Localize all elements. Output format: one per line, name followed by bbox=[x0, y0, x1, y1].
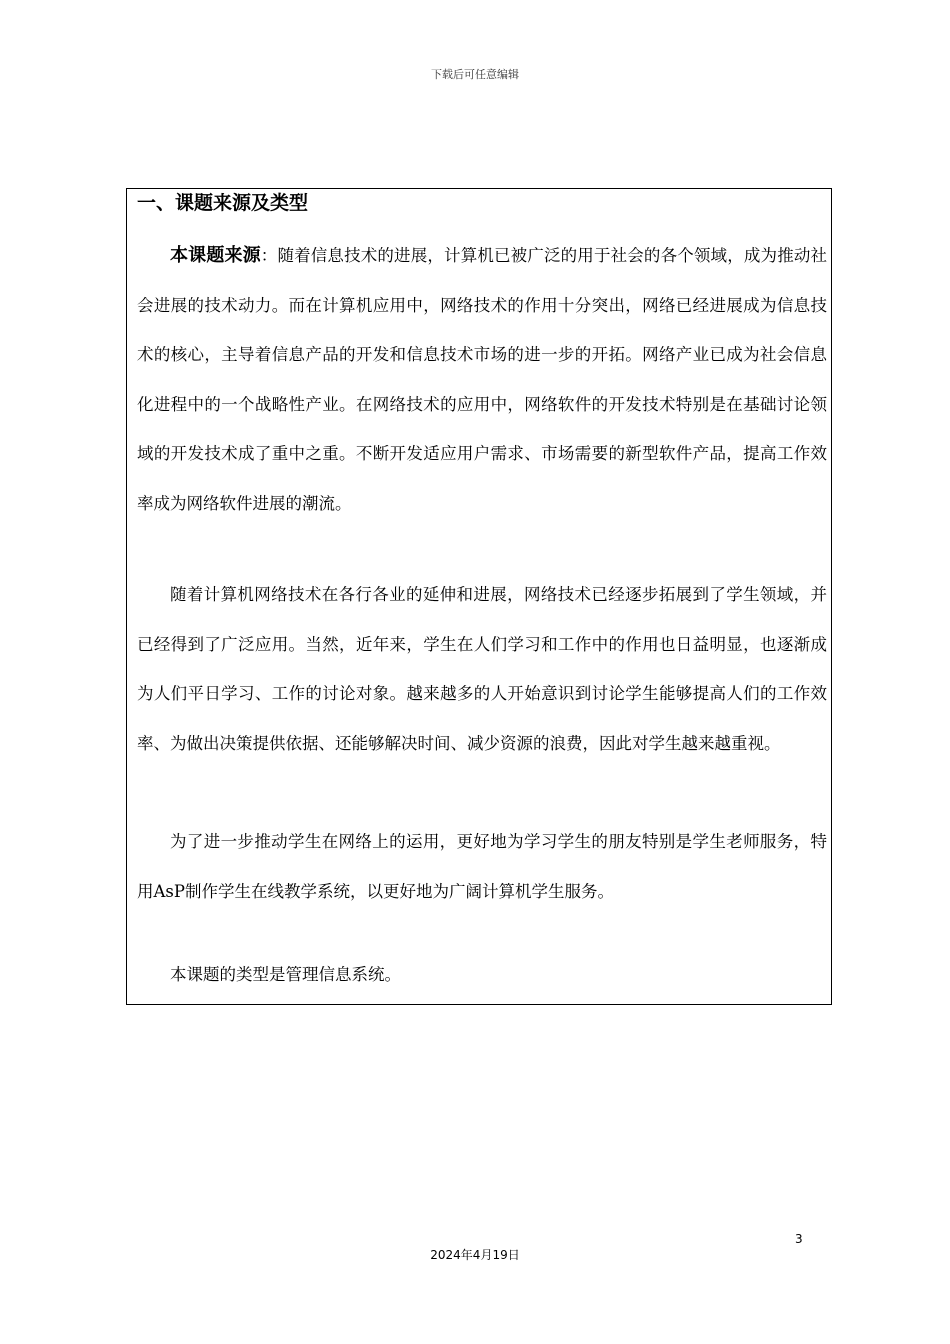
page-number: 3 bbox=[795, 1232, 803, 1246]
paragraph-purpose: 为了进一步推动学生在网络上的运用，更好地为学习学生的朋友特别是学生老师服务，特用AsP制作学生在线教学系统，以更好地为广阔计算机学生服务。 bbox=[137, 832, 827, 901]
footer-date: 2024年4月19日 bbox=[430, 1248, 520, 1262]
paragraph-source-text: ：随着信息技术的进展，计算机已被广泛的用于社会的各个领域，成为推动社会进展的技术动力。而在计算机应用中，网络技术的作用十分突出，网络已经进展成为信息技术的核心，主导着信息产品的开发和信息技术市场的进一步的开拓。网络产业已成为社会信息化进程中的一个战略性产业。在网络技术的应用中，网络软件的开发技术特别是在基础讨论领域的开发技术成了重中之重。不断开发适应用户需求、市场需要的新型软件产品，提高工作效率成为网络软件进展的潮流。 bbox=[137, 246, 828, 513]
paragraph-source-lead: 本课题来源 bbox=[170, 245, 261, 266]
paragraph-development: 随着计算机网络技术在各行各业的延伸和进展，网络技术已经逐步拓展到了学生领域，并已经得到了广泛应用。当然，近年来，学生在人们学习和工作中的作用也日益明显，也逐渐成为人们平日学习、工作的讨论对象。越来越多的人开始意识到讨论学生能够提高人们的工作效率、为做出决策提供依据、还能够解决时间、减少资源的浪费，因此对学生越来越重视。 bbox=[137, 585, 827, 753]
section-title: 一、课题来源及类型 bbox=[137, 192, 309, 214]
paragraph-type: 本课题的类型是管理信息系统。 bbox=[170, 965, 401, 984]
content-box bbox=[126, 188, 832, 1005]
paragraph-source bbox=[137, 231, 827, 528]
header-note: 下载后可任意编辑 bbox=[431, 68, 519, 81]
